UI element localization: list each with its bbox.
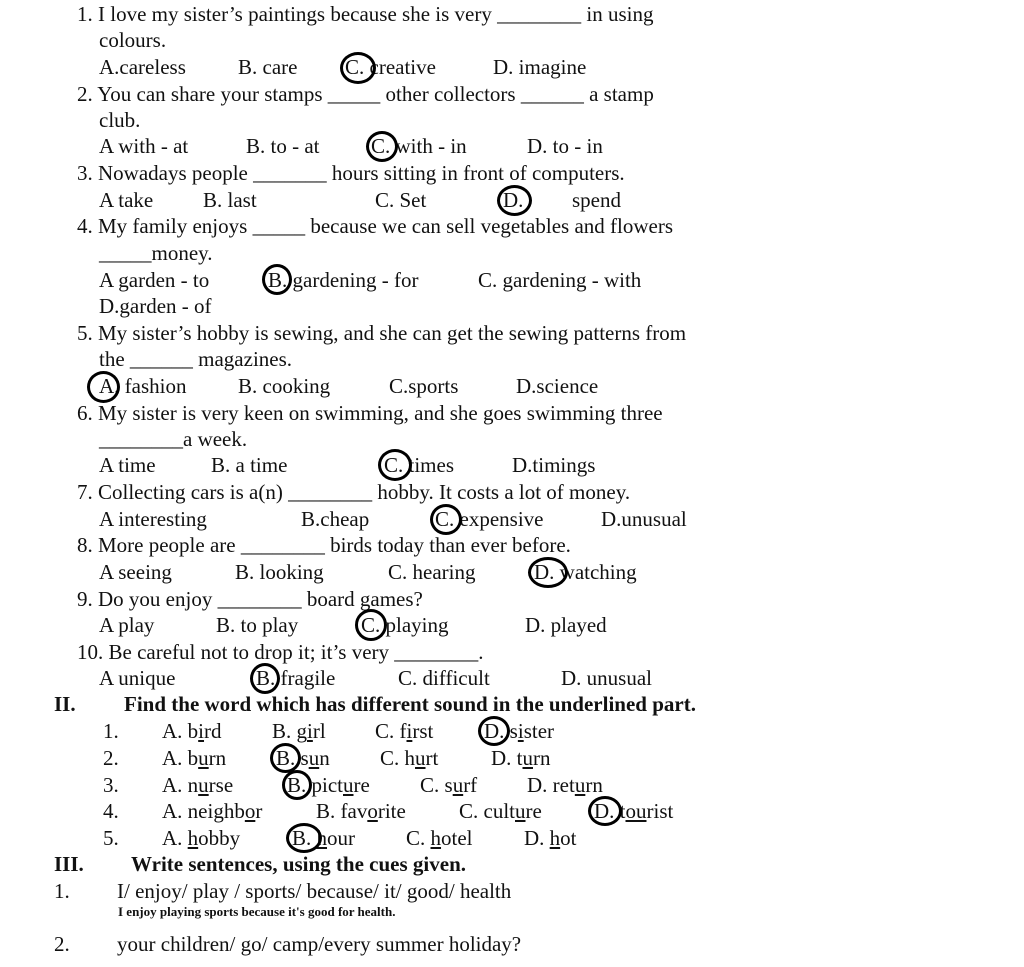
- q9-stem: 9. Do you enjoy ________ board games?: [77, 587, 423, 611]
- answer-circle: [497, 185, 532, 216]
- q9-option-b: B. to play: [216, 613, 299, 637]
- q6-option-a: A time: [99, 453, 156, 477]
- word-a: A. neighbor: [162, 799, 263, 823]
- q1-stem: 1. I love my sister’s paintings because she is very ________ in using: [77, 2, 654, 26]
- answer-circle: [286, 823, 322, 853]
- q10-option-b: B. fragile: [256, 666, 336, 690]
- row-number: 2.: [103, 746, 119, 770]
- q6-option-c: C. times: [384, 453, 455, 477]
- word-b: B. sun: [276, 746, 330, 770]
- word-b: B. favorite: [316, 799, 406, 823]
- q1-option-a: A.careless: [99, 55, 186, 79]
- q3-option-d-word: spend: [572, 188, 621, 212]
- q10-option-c: C. difficult: [398, 666, 490, 690]
- q4-option-a: A garden - to: [99, 268, 210, 292]
- q3-option-b: B. last: [203, 188, 257, 212]
- answer-circle: [378, 449, 412, 481]
- q5-option-c: C.sports: [389, 374, 459, 398]
- q2-option-a: A with - at: [99, 134, 189, 158]
- cue-text: I/ enjoy/ play / sports/ because/ it/ good/ health: [117, 879, 512, 903]
- word-a: A. nurse: [162, 773, 234, 797]
- answer-circle: [282, 770, 312, 800]
- cue-number: 1.: [54, 879, 70, 903]
- q6-stem: 6. My sister is very keen on swimming, and she goes swimming three: [77, 401, 663, 425]
- row-number: 3.: [103, 773, 119, 797]
- q9-option-a: A play: [99, 613, 155, 637]
- q6-option-b: B. a time: [211, 453, 288, 477]
- q8-option-b: B. looking: [235, 560, 324, 584]
- word-c: C. hurt: [380, 746, 439, 770]
- q9-option-c: C. playing: [361, 613, 449, 637]
- q3-option-d: D.: [503, 188, 524, 212]
- q8-stem: 8. More people are ________ birds today than ever before.: [77, 533, 571, 557]
- q1-stem-cont: colours.: [99, 28, 167, 52]
- q4-option-d: D.garden - of: [99, 294, 212, 318]
- answer-circle: [528, 557, 568, 588]
- section-2-title: Find the word which has different sound in the underlined part.: [124, 692, 696, 716]
- q7-option-d: D.unusual: [601, 507, 687, 531]
- word-c: C. culture: [459, 799, 542, 823]
- word-b: B. hour: [292, 826, 356, 850]
- q8-option-c: C. hearing: [388, 560, 476, 584]
- answer-circle: [270, 743, 301, 773]
- word-a: A. burn: [162, 746, 227, 770]
- q5-option-d: D.science: [516, 374, 599, 398]
- q10-option-a: A unique: [99, 666, 176, 690]
- q8-option-d: D. watching: [534, 560, 637, 584]
- q5-option-b: B. cooking: [238, 374, 331, 398]
- cue-text: your children/ go/ camp/every summer holiday?: [117, 932, 522, 956]
- answer-circle: [262, 264, 292, 295]
- q3-option-a: A take: [99, 188, 154, 212]
- q4-option-c: C. gardening - with: [478, 268, 642, 292]
- q5-option-a: A. fashion: [99, 374, 187, 398]
- q10-stem: 10. Be careful not to drop it; it’s very ________.: [77, 640, 484, 664]
- q2-stem: 2. You can share your stamps _____ other collectors ______ a stamp: [77, 82, 654, 106]
- answer-circle: [250, 663, 280, 694]
- q2-stem-cont: club.: [99, 108, 141, 132]
- answer-circle: [355, 609, 387, 641]
- answer-circle: [478, 716, 510, 746]
- row-number: 1.: [103, 719, 119, 743]
- q6-option-d: D.timings: [512, 453, 596, 477]
- q9-option-d: D. played: [525, 613, 607, 637]
- word-a: A. hobby: [162, 826, 241, 850]
- answer-circle: [87, 371, 120, 403]
- q2-option-d: D. to - in: [527, 134, 603, 158]
- answer-circle: [430, 504, 462, 535]
- word-a: A. bird: [162, 719, 222, 743]
- q2-option-b: B. to - at: [246, 134, 320, 158]
- q7-stem: 7. Collecting cars is a(n) ________ hobby. It costs a lot of money.: [77, 480, 631, 504]
- written-answer: I enjoy playing sports because it's good for health.: [118, 904, 396, 919]
- q4-stem-cont: _____money.: [99, 241, 213, 265]
- q2-option-c: C. with - in: [371, 134, 467, 158]
- section-2-number: II.: [54, 692, 76, 716]
- word-d: D. return: [527, 773, 603, 797]
- q6-stem-cont: ________a week.: [99, 427, 248, 451]
- word-c: C. hotel: [406, 826, 473, 850]
- answer-circle: [588, 796, 622, 826]
- q3-option-c: C. Set: [375, 188, 427, 212]
- row-number: 5.: [103, 826, 119, 850]
- word-d: D. tourist: [594, 799, 674, 823]
- q7-option-a: A interesting: [99, 507, 207, 531]
- cue-number: 2.: [54, 932, 70, 956]
- word-b: B. picture: [287, 773, 370, 797]
- q8-option-a: A seeing: [99, 560, 172, 584]
- q5-stem-cont: the ______ magazines.: [99, 347, 293, 371]
- section-3-title: Write sentences, using the cues given.: [131, 852, 467, 876]
- q4-option-b: B. gardening - for: [268, 268, 419, 292]
- q7-option-b: B.cheap: [301, 507, 370, 531]
- word-d: D. turn: [491, 746, 551, 770]
- q5-stem: 5. My sister’s hobby is sewing, and she can get the sewing patterns from: [77, 321, 687, 345]
- q7-option-c: C. expensive: [435, 507, 544, 531]
- q10-option-d: D. unusual: [561, 666, 652, 690]
- row-number: 4.: [103, 799, 119, 823]
- q1-option-b: B. care: [238, 55, 298, 79]
- section-3-number: III.: [54, 852, 84, 876]
- q4-stem: 4. My family enjoys _____ because we can sell vegetables and flowers: [77, 214, 673, 238]
- q1-option-d: D. imagine: [493, 55, 587, 79]
- answer-circle: [340, 52, 376, 84]
- q3-stem: 3. Nowadays people _______ hours sitting in front of computers.: [77, 161, 625, 185]
- word-c: C. first: [375, 719, 434, 743]
- word-c: C. surf: [420, 773, 478, 797]
- answer-circle: [366, 131, 398, 162]
- word-d: D. hot: [524, 826, 577, 850]
- word-b: B. girl: [272, 719, 326, 743]
- q1-option-c: C. creative: [345, 55, 436, 79]
- word-d: D. sister: [484, 719, 555, 743]
